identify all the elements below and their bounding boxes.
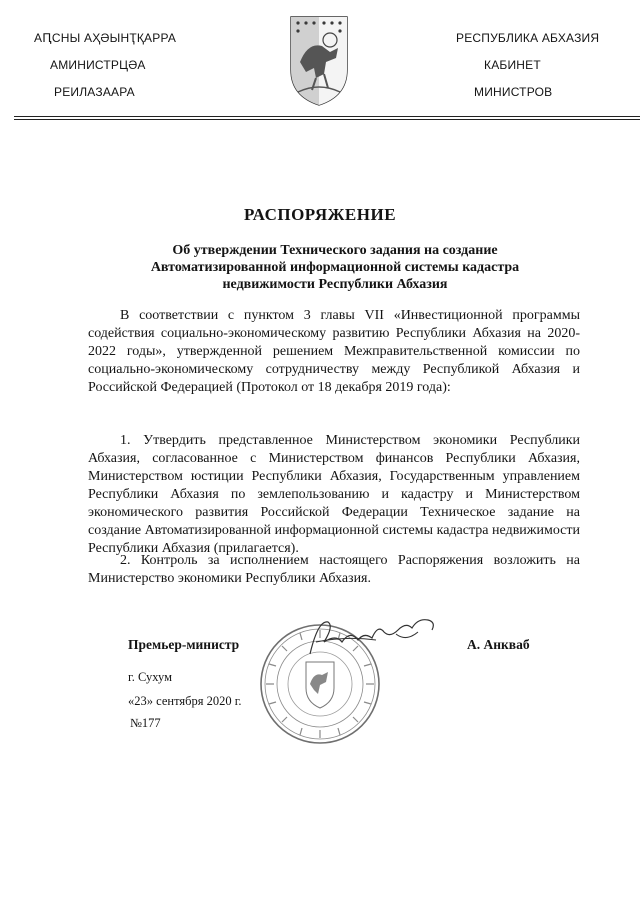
- signatory-name: А. Анкваб: [467, 637, 530, 652]
- letterhead-rule-top: [14, 116, 640, 117]
- document-date: «23» сентября 2020 г.: [128, 694, 242, 708]
- preamble-paragraph: В соответствии с пунктом 3 главы VII «Инвестиционной программы содействия социально-экономическому развитию Республики Абхазия на 2020-2022 годы», утвержденной решением Межправительственной комиссии по социально-экономическому сотрудничеству между Республикой Абхазия и Российской Федерацией (Протокол от 18 декабря 2019 года):: [88, 308, 580, 395]
- document-title: РАСПОРЯЖЕНИЕ: [243, 205, 397, 224]
- item-2-paragraph: 2. Контроль за исполнением настоящего Распоряжения возложить на Министерство экономики Республики Абхазия.: [88, 553, 580, 586]
- subject-line-3: недвижимости Республики Абхазия: [222, 277, 448, 292]
- document-number: №177: [130, 716, 161, 730]
- letterhead-left-line-2: АМИНИСТРЦӘА: [50, 58, 146, 72]
- document-subject: [120, 242, 550, 293]
- state-emblem-icon: [286, 12, 352, 108]
- document-place: г. Сухум: [128, 670, 173, 684]
- letterhead-right-line-3: МИНИСТРОВ: [474, 85, 553, 99]
- subject-line-2: Автоматизированной информационной системы кадастра: [150, 260, 520, 275]
- letterhead-left-line-1: АԤСНЫ АҲӘЫНҬҚАРРА: [34, 31, 177, 45]
- letterhead-right-line-1: РЕСПУБЛИКА АБХАЗИЯ: [456, 31, 600, 45]
- letterhead-right-line-2: КАБИНЕТ: [484, 58, 541, 72]
- signatory-position: Премьер-министр: [128, 637, 240, 652]
- subject-line-1: Об утверждении Технического задания на создание: [172, 243, 498, 258]
- handwritten-signature-icon: [306, 612, 442, 662]
- letterhead-rule-bottom: [14, 119, 640, 120]
- letterhead-left-line-3: РЕИЛАЗААРА: [54, 85, 135, 99]
- item-1-paragraph: 1. Утвердить представленное Министерством экономики Республики Абхазия, согласованное с Министерством финансов Республики Абхазия, Министерством юстиции Республики Абхазия, Государственным управлением Республики Абхазия по землепользованию и кадастру и Министерством экономического развития Российской Федерации Техническое задание на создание Автоматизированной информационной системы кадастра недвижимости Республики Абхазия (прилагается).: [88, 433, 580, 556]
